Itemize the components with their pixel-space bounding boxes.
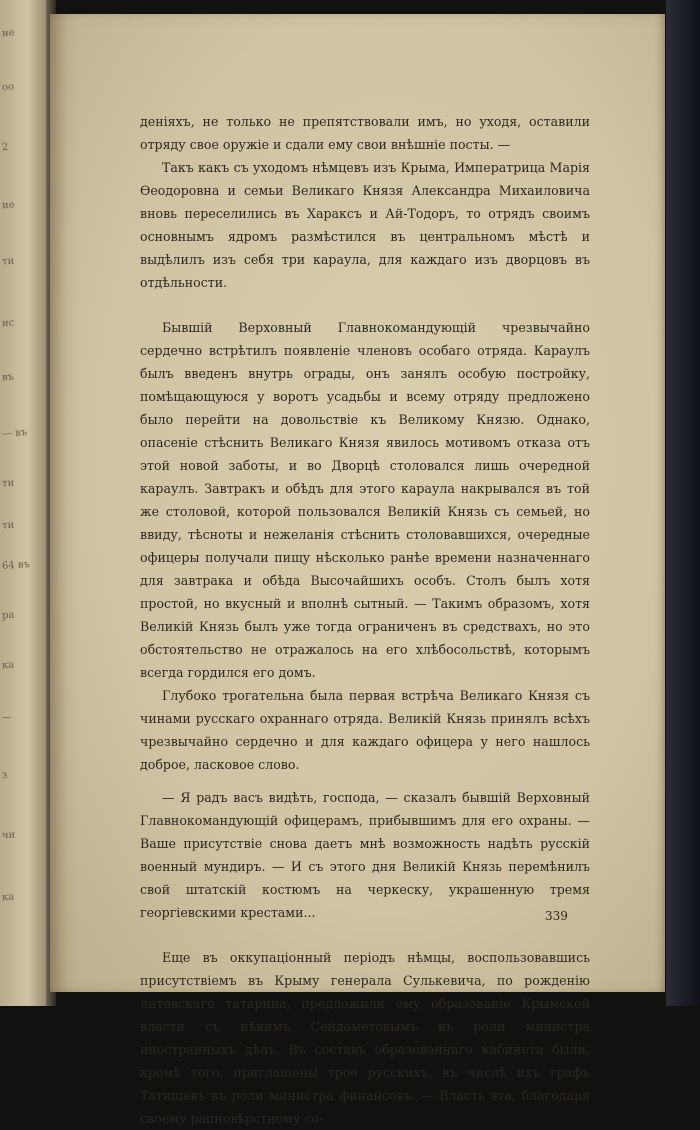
book-cover-edge [666, 0, 700, 1006]
paragraph: — Я радъ васъ видѣть, господа, — сказалъ бывшій Верховный Главнокомандующій офицерамъ, прибывшимъ для его охраны. — Ваше присутствіе снова даетъ мнѣ возможность надѣть русскій военный мундиръ. — И съ этого дня Великій Князь перемѣнилъ свой штатскій костюмъ на черкеску, украшенную тремя георгіевскими крестами... [140, 790, 590, 920]
paragraph: Бывшій Верховный Главнокомандующій чрезвычайно сердечно встрѣтилъ появленіе членовъ особаго отряда. Караулъ былъ введенъ внутрь ограды, онъ занялъ особую постройку, помѣщающуюся у воротъ усадьбы и всему отряду предложено было перейти на довольствіе къ Великому Князю. Однако, опасеніе стѣснить Великаго Князя явилось мотивомъ отказа отъ этой новой заботы, и во Дворцѣ столовался лишь очередной караулъ. Завтракъ и обѣдъ для этого караула накрывался въ той же столовой, которой пользовался Великій Князь съ семьей, но ввиду, тѣсноты и нежеланія стѣснить столовавшихся, очередные офицеры получали пищу нѣсколько ранѣе времени назначеннаго для завтрака и обѣда Высочайшихъ особъ. Столъ былъ хотя простой, но вкусный и вполнѣ сытный. — Такимъ образомъ, хотя Великій Князь былъ уже тогда ограниченъ въ средствахъ, но это обстоятельство не отражалось на его хлѣбосольствѣ, которымъ всегда гордился его домъ. [140, 320, 590, 680]
left-page-fragment: з [1, 769, 8, 782]
left-page-fragment: — въ [1, 427, 28, 440]
left-page-fragment: 2 [1, 141, 9, 154]
paragraph: деніяхъ, не только не препятствовали имъ, но уходя, оставили отряду свое оружіе и сдали ему свои внѣшніе посты. — [140, 114, 590, 152]
left-page-fragment: чи [1, 829, 16, 842]
left-page-fragment: оо [1, 81, 15, 94]
paragraph-spacer [140, 924, 590, 946]
left-page-fragment: ие [1, 27, 15, 40]
paragraph-spacer [140, 776, 590, 786]
page-body [140, 110, 590, 1130]
left-page-fragment: ие [1, 199, 15, 212]
left-page-edge [0, 0, 50, 1006]
left-page-fragment: въ [1, 371, 15, 384]
book-page [50, 14, 665, 1126]
page-number: 339 [545, 909, 568, 923]
left-page-fragment: 64 въ [1, 559, 31, 572]
paragraph: Еще въ оккупаціонный періодъ нѣмцы, воспользовавшись присутствіемъ въ Крыму генерала Сулькевича, по рожденію литовскаго татарина, предложили ему образованіе Крымской власти съ нѣкимъ Сейдаметовымъ въ роли министра иностранныхъ дѣлъ. Въ составъ образованнаго кабинета были, кромѣ того, приглашены трое русскихъ, въ числѣ ихъ графъ Татищевъ въ роли министра финансовъ. — Власть эта, благодаря своему рапновѣрстному со- [140, 950, 590, 1126]
left-page-fragment: — [1, 711, 13, 724]
left-page-fragment: ис [1, 317, 15, 330]
paragraph: Глубоко трогательна была первая встрѣча Великаго Князя съ чинами русскаго охраннаго отряда. Великій Князь принялъ всѣхъ чрезвычайно сердечно и для каждаго офицера у него нашлось доброе, ласковое слово. [140, 688, 590, 772]
paragraph-spacer [140, 294, 590, 316]
paragraph: Такъ какъ съ уходомъ нѣмцевъ изъ Крыма, Императрица Марія Ѳеодоровна и семьи Великаго Князя Александра Михаиловича вновь переселились въ Хараксъ и Ай-Тодоръ, то отрядъ своимъ основнымъ ядромъ размѣстился въ центральномъ мѣстѣ и выдѣлилъ изъ себя три караула, для каждаго изъ дворцовъ въ отдѣльности. [140, 160, 590, 290]
left-page-fragment: ти [1, 477, 15, 490]
left-page-fragment: ка [1, 891, 15, 904]
left-page-fragment: ти [1, 255, 15, 268]
left-page-fragment: ти [1, 519, 15, 532]
left-page-fragment: ка [1, 659, 15, 672]
left-page-fragment: ра [1, 609, 15, 622]
